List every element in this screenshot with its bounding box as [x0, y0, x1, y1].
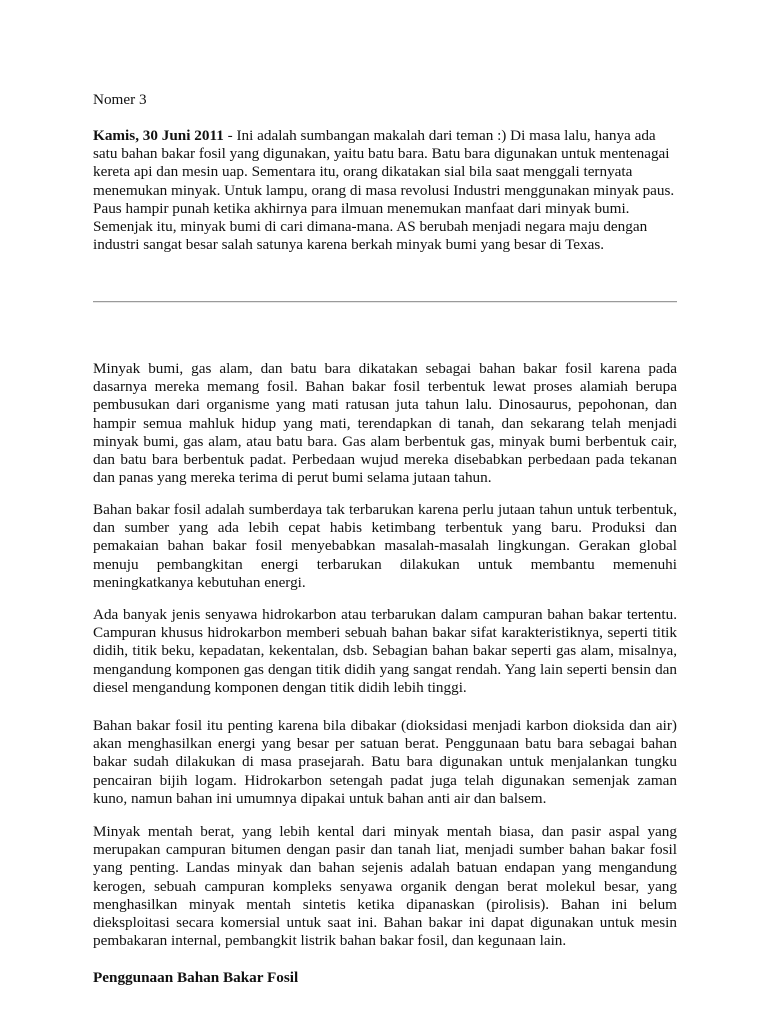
paragraph: Bahan bakar fosil itu penting karena bila dibakar (dioksidasi menjadi karbon dioksida dan air) akan menghasilkan energi yang besar per satuan berat. Penggunaan batu bara sebagai bahan bakar sudah dilakukan di masa prasejarah. Batu bara digunakan untuk menjalankan tungku pencairan bijih logam. Hidrokarbon setengah padat juga telah digunakan semenjak zaman kuno, namun bahan ini umumnya dipakai untuk bahan anti air dan balsem.	[93, 717, 677, 807]
paragraph: Bahan bakar fosil adalah sumberdaya tak terbarukan karena perlu jutaan tahun untuk terbentuk, dan sumber yang ada lebih cepat habis ketimbang terbentuk yang baru. Produksi dan pemakaian bahan bakar fosil menyebabkan masalah-masalah lingkungan. Gerakan global menuju pembangkitan energi terbarukan dilakukan untuk membantu memenuhi meningkatkanya kebutuhan energi.	[93, 501, 677, 591]
intro-paragraph	[93, 127, 677, 254]
paragraph: Minyak mentah berat, yang lebih kental dari minyak mentah biasa, dan pasir aspal yang merupakan campuran bitumen dengan pasir dan tanah liat, menjadi sumber bahan bakar fosil yang penting. Landas minyak dan bahan sejenis adalah batuan endapan yang mengandung kerogen, sebuah campuran kompleks senyawa organik dengan berat molekul besar, yang menghasilkan minyak mentah sintetis ketika dipanaskan (pirolisis). Bahan ini belum dieksploitasi secara komersial untuk saat ini. Bahan bakar ini dapat digunakan untuk mesin pembakaran internal, pembangkit listrik bahan bakar fosil, dan kegunaan lain.	[93, 823, 677, 950]
paragraph: Minyak bumi, gas alam, dan batu bara dikatakan sebagai bahan bakar fosil karena pada dasarnya mereka memang fosil. Bahan bakar fosil terbentuk lewat proses alamiah berupa pembusukan dari organisme yang mati ratusan juta tahun lalu. Dinosaurus, pepohonan, dan hampir semua mahluk hidup yang mati, terendapkan di tanah, dan sekarang telah menjadi minyak bumi, gas alam, atau batu bara. Gas alam berbentuk gas, minyak bumi berbentuk cair, dan batu bara berbentuk padat. Perbedaan wujud mereka disebabkan perbedaan pada tekanan dan panas yang mereka terima di perut bumi selama jutaan tahun.	[93, 360, 677, 487]
intro-date: Kamis, 30 Juni 2011	[93, 127, 224, 144]
document-label: Nomer 3	[93, 91, 147, 108]
intro-text: - Ini adalah sumbangan makalah dari teman :) Di masa lalu, hanya ada satu bahan bakar fosil yang digunakan, yaitu batu bara. Batu bara digunakan untuk mentenagai kereta api dan mesin uap. Sementara itu, orang dikatakan sial bila saat menggali ternyata menemukan minyak. Untuk lampu, orang di masa revolusi Industri menggunakan minyak paus. Paus hampir punah ketika akhirnya para ilmuan menemukan manfaat dari minyak bumi. Semenjak itu, minyak bumi di cari dimana-mana. AS berubah menjadi negara maju dengan industri sangat besar salah satunya karena berkah minyak bumi yang besar di Texas.	[93, 127, 675, 254]
horizontal-divider	[93, 301, 677, 303]
paragraph: Ada banyak jenis senyawa hidrokarbon atau terbarukan dalam campuran bahan bakar tertentu. Campuran khusus hidrokarbon memberi sebuah bahan bakar sifat karakteristiknya, seperti titik didih, titik beku, kepadatan, kekentalan, dsb. Sebagian bahan bakar seperti gas alam, misalnya, mengandung komponen gas dengan titik didih yang sangat rendah. Yang lain seperti bensin dan diesel mengandung komponen dengan titik didih lebih tinggi.	[93, 606, 677, 696]
section-heading: Penggunaan Bahan Bakar Fosil	[93, 969, 299, 986]
